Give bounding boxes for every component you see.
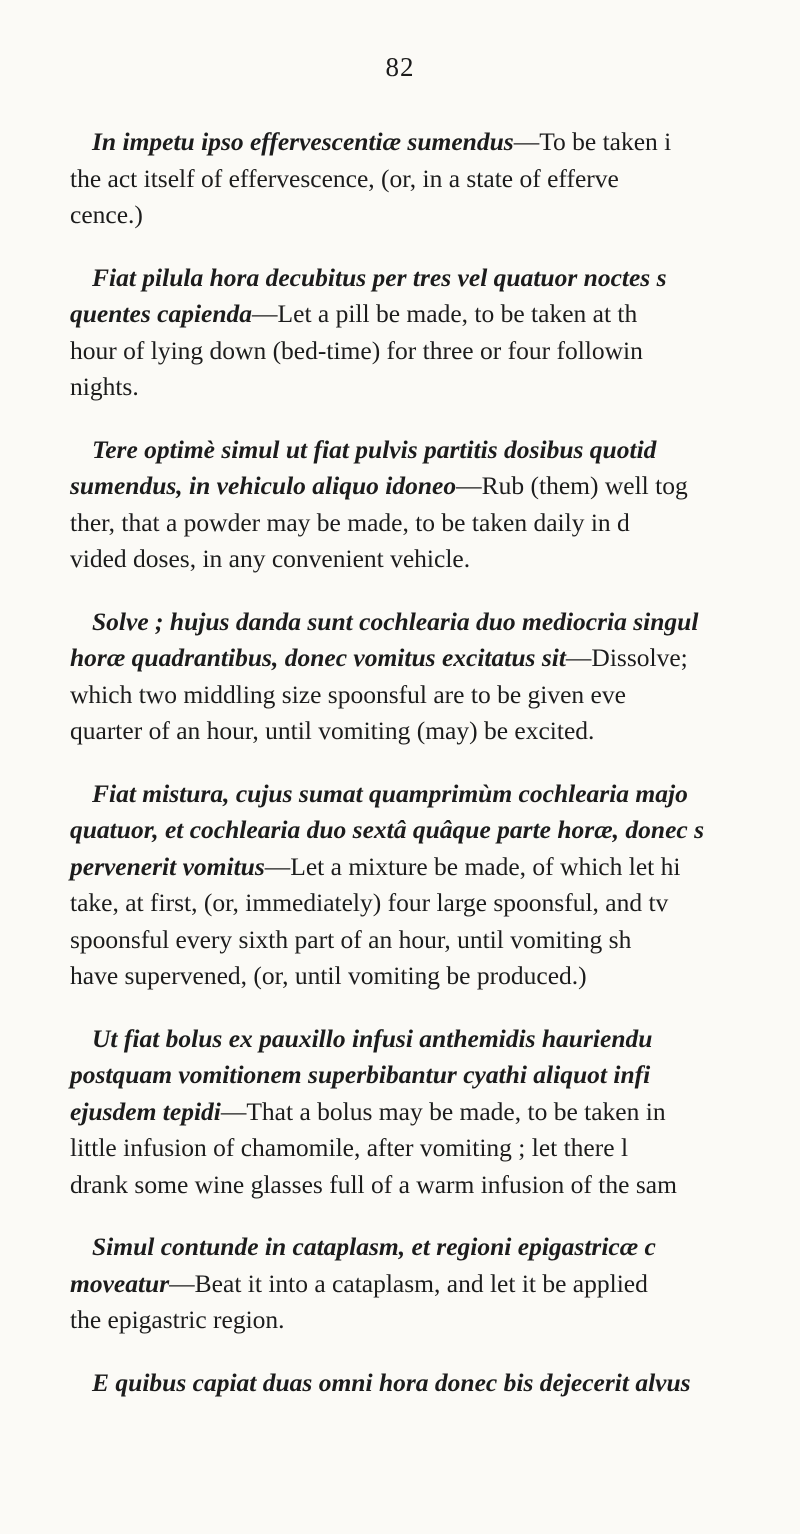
- english-translation: quarter of an hour, until vomiting (may) be excited.: [70, 716, 595, 745]
- english-translation: little infusion of chamomile, after vomiting ; let there l: [70, 1133, 629, 1162]
- text-line: [70, 1302, 800, 1339]
- text-line: [70, 885, 800, 922]
- english-translation: cence.): [70, 200, 143, 229]
- latin-formula: Solve ; hujus danda sunt cochlearia duo mediocria singul: [92, 606, 699, 636]
- english-translation: —That a bolus may be made, to be taken in: [220, 1096, 666, 1126]
- latin-formula: Tere optimè simul ut fiat pulvis partitis dosibus quotid: [92, 434, 657, 464]
- text-line: [70, 541, 800, 578]
- latin-formula: pervenerit vomitus: [70, 851, 265, 881]
- prescription-entries: [70, 124, 800, 1427]
- text-line: [70, 776, 800, 813]
- prescription-entry: [70, 1229, 800, 1339]
- text-line: [70, 1167, 800, 1204]
- prescription-entry: [70, 604, 800, 750]
- english-translation: nights.: [70, 372, 139, 401]
- latin-formula: horæ quadrantibus, donec vomitus excitatus sit: [70, 643, 566, 672]
- english-translation: ther, that a powder may be made, to be taken daily in d: [70, 507, 630, 537]
- latin-formula: Fiat pilula hora decubitus per tres vel quatuor noctes s: [92, 262, 667, 292]
- prescription-entry: [70, 260, 800, 406]
- prescription-entry: [70, 1021, 800, 1204]
- text-line: [70, 369, 800, 406]
- latin-formula: quentes capienda: [70, 299, 253, 328]
- text-line: [70, 1130, 800, 1167]
- english-translation: —To be taken i: [513, 127, 672, 156]
- text-line: [70, 922, 800, 959]
- prescription-entry: [70, 776, 800, 995]
- latin-formula: moveatur: [70, 1268, 170, 1298]
- english-translation: vided doses, in any convenient vehicle.: [70, 544, 471, 573]
- english-translation: take, at first, (or, immediately) four large spoonsful, and tv: [70, 888, 669, 917]
- english-translation: —Let a mixture be made, of which let hi: [264, 851, 681, 881]
- text-line: [70, 296, 800, 333]
- text-line: [70, 1266, 800, 1303]
- text-line: [70, 849, 800, 886]
- text-line: [70, 1094, 800, 1131]
- text-line: [70, 604, 800, 641]
- latin-formula: Ut fiat bolus ex pauxillo infusi anthemidis hauriendu: [92, 1023, 653, 1053]
- text-line: [70, 812, 800, 849]
- latin-formula: postquam vomitionem superbibantur cyathi aliquot infi: [70, 1060, 651, 1089]
- text-line: [70, 1021, 800, 1058]
- text-line: [70, 1229, 800, 1266]
- english-translation: —Beat it into a cataplasm, and let it be applied: [169, 1268, 648, 1298]
- text-line: [70, 677, 800, 714]
- english-translation: —Rub (them) well tog: [456, 471, 688, 500]
- text-line: [70, 1365, 800, 1402]
- latin-formula: ejusdem tepidi: [70, 1096, 221, 1126]
- text-line: [70, 432, 800, 469]
- english-translation: have supervened, (or, until vomiting be produced.): [70, 961, 587, 990]
- text-line: [70, 197, 800, 234]
- english-translation: —Dissolve;: [565, 643, 688, 672]
- text-line: [70, 161, 800, 198]
- latin-formula: Fiat mistura, cujus sumat quamprimùm cochlearia majo: [92, 778, 688, 808]
- text-line: [70, 333, 800, 370]
- text-line: [70, 1057, 800, 1094]
- text-line: [70, 640, 800, 677]
- text-line: [70, 713, 800, 750]
- text-line: [70, 958, 800, 995]
- english-translation: hour of lying down (bed-time) for three or four followin: [70, 335, 643, 365]
- english-translation: —Let a pill be made, to be taken at th: [252, 299, 638, 328]
- latin-formula: E quibus capiat duas omni hora donec bis dejecerit alvus: [92, 1367, 691, 1397]
- text-line: [70, 260, 800, 297]
- prescription-entry: [70, 432, 800, 578]
- prescription-entry: [70, 124, 800, 234]
- text-line: [70, 468, 800, 505]
- english-translation: spoonsful every sixth part of an hour, until vomiting sh: [70, 924, 632, 954]
- english-translation: the epigastric region.: [70, 1305, 285, 1334]
- english-translation: drank some wine glasses full of a warm infusion of the sam: [70, 1169, 677, 1199]
- latin-formula: In impetu ipso effervescentiæ sumendus: [92, 127, 514, 156]
- latin-formula: quatuor, et cochlearia duo sextâ quâque parte horæ, donec s: [70, 815, 705, 844]
- latin-formula: Simul contunde in cataplasm, et regioni epigastricæ c: [92, 1232, 656, 1261]
- latin-formula: sumendus, in vehiculo aliquo idoneo: [70, 471, 457, 500]
- english-translation: which two middling size spoonsful are to be given eve: [70, 679, 626, 709]
- prescription-entry: [70, 1365, 800, 1402]
- page-number: 82: [385, 52, 415, 82]
- text-line: [70, 124, 800, 161]
- english-translation: the act itself of effervescence, (or, in a state of efferve: [70, 163, 619, 193]
- text-line: [70, 505, 800, 542]
